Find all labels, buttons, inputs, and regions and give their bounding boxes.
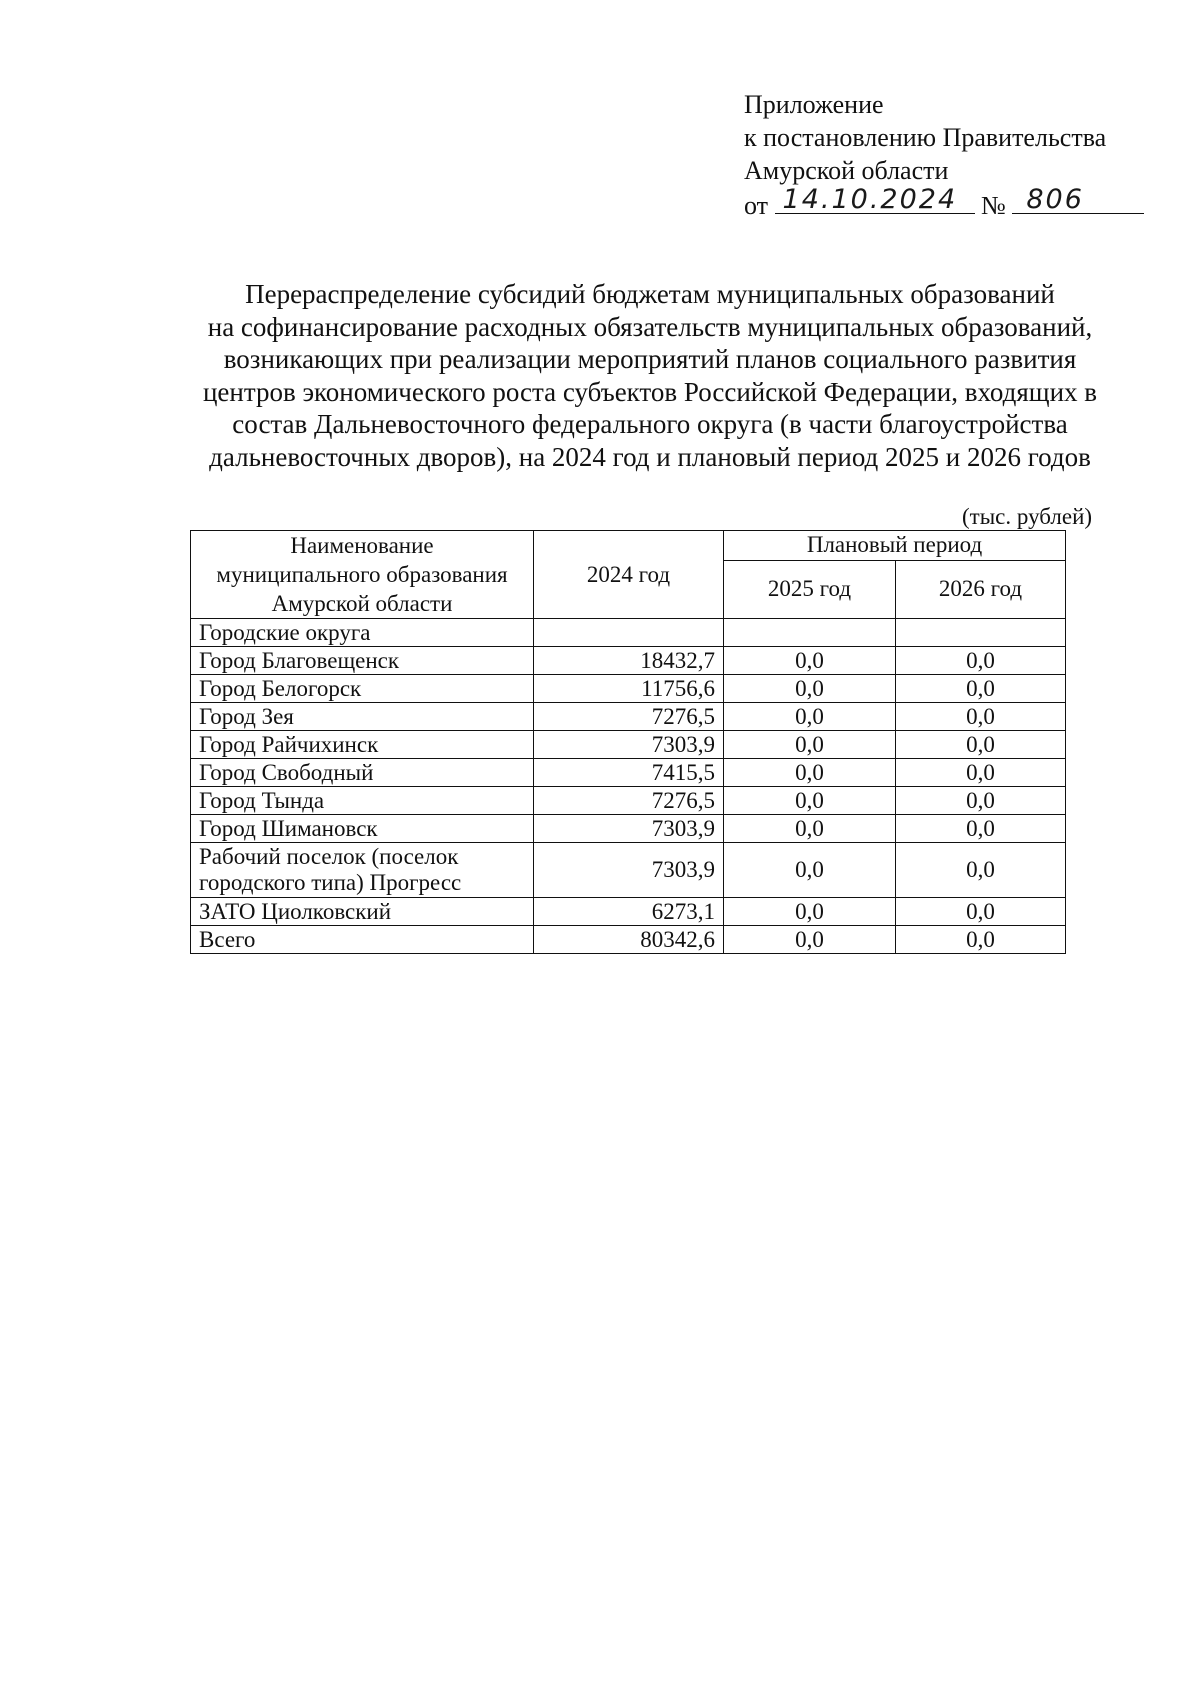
title-line-5: состав Дальневосточного федерального округа (в части благоустройства xyxy=(232,409,1068,439)
row-2024: 7303,9 xyxy=(534,815,724,843)
row-2024: 7303,9 xyxy=(534,731,724,759)
row-name-line-1: Рабочий поселок (поселок xyxy=(199,844,459,869)
row-2025: 0,0 xyxy=(724,675,896,703)
total-2025: 0,0 xyxy=(724,926,896,954)
title-line-2: на софинансирование расходных обязательств муниципальных образований, xyxy=(207,311,1093,342)
header-name-line-3: Амурской области xyxy=(271,591,453,616)
row-name: Город Тында xyxy=(191,787,534,815)
total-2026: 0,0 xyxy=(896,926,1066,954)
row-2025: 0,0 xyxy=(724,787,896,815)
row-2025: 0,0 xyxy=(724,843,896,898)
header-plan-period: Плановый период xyxy=(724,531,1066,561)
row-2026: 0,0 xyxy=(896,703,1066,731)
row-2025: 0,0 xyxy=(724,759,896,787)
table-row xyxy=(191,843,1066,898)
row-name: Город Райчихинск xyxy=(191,731,534,759)
appendix-line-3: Амурской области xyxy=(744,156,949,185)
row-2025: 0,0 xyxy=(724,898,896,926)
subsidy-table xyxy=(190,530,1066,954)
total-label: Всего xyxy=(191,926,534,954)
empty-cell xyxy=(534,619,724,647)
table-row xyxy=(191,787,1066,815)
row-2024: 7303,9 xyxy=(534,843,724,898)
table-row xyxy=(191,731,1066,759)
header-name xyxy=(191,531,534,619)
header-2026: 2026 год xyxy=(896,560,1066,618)
row-2026: 0,0 xyxy=(896,731,1066,759)
row-2025: 0,0 xyxy=(724,731,896,759)
appendix-block xyxy=(744,88,1144,222)
units-label: (тыс. рублей) xyxy=(962,504,1093,529)
number-field xyxy=(1012,184,1144,215)
row-name-line-2: городского типа) Прогресс xyxy=(199,870,462,895)
row-2026: 0,0 xyxy=(896,647,1066,675)
table-header-row xyxy=(191,531,1066,561)
row-name: Город Свободный xyxy=(191,759,534,787)
date-prefix: от xyxy=(744,191,769,220)
row-name: ЗАТО Циолковский xyxy=(191,898,534,926)
table-row xyxy=(191,815,1066,843)
table-row xyxy=(191,647,1066,675)
row-2024: 7276,5 xyxy=(534,787,724,815)
row-2025: 0,0 xyxy=(724,647,896,675)
row-2026: 0,0 xyxy=(896,787,1066,815)
row-2026: 0,0 xyxy=(896,759,1066,787)
document-title xyxy=(150,278,1150,473)
row-name: Город Благовещенск xyxy=(191,647,534,675)
total-2024: 80342,6 xyxy=(534,926,724,954)
appendix-line-2: к постановлению Правительства xyxy=(744,123,1107,152)
section-row xyxy=(191,619,1066,647)
section-label: Городские округа xyxy=(191,619,534,647)
total-row xyxy=(191,926,1066,954)
row-2026: 0,0 xyxy=(896,898,1066,926)
table-row xyxy=(191,759,1066,787)
row-name: Город Зея xyxy=(191,703,534,731)
table-row xyxy=(191,675,1066,703)
table-row xyxy=(191,898,1066,926)
title-line-4: центров экономического роста субъектов Российской Федерации, входящих в xyxy=(202,376,1098,407)
title-line-1: Перераспределение субсидий бюджетам муниципальных образований xyxy=(245,279,1055,309)
handwritten-number: 806 xyxy=(1026,184,1084,215)
title-line-3: возникающих при реализации мероприятий планов социального развития xyxy=(223,344,1077,374)
row-2026: 0,0 xyxy=(896,675,1066,703)
row-2026: 0,0 xyxy=(896,815,1066,843)
row-2024: 7415,5 xyxy=(534,759,724,787)
header-name-line-2: муниципального образования xyxy=(216,562,508,587)
header-2024: 2024 год xyxy=(534,531,724,619)
row-name: Город Белогорск xyxy=(191,675,534,703)
empty-cell xyxy=(896,619,1066,647)
table-row xyxy=(191,703,1066,731)
row-2024: 11756,6 xyxy=(534,675,724,703)
row-2024: 6273,1 xyxy=(534,898,724,926)
row-2024: 7276,5 xyxy=(534,703,724,731)
row-name xyxy=(191,843,534,898)
row-2025: 0,0 xyxy=(724,815,896,843)
appendix-date-line xyxy=(744,184,1144,222)
row-2026: 0,0 xyxy=(896,843,1066,898)
title-line-6: дальневосточных дворов), на 2024 год и плановый период 2025 и 2026 годов xyxy=(209,441,1091,472)
header-name-line-1: Наименование xyxy=(290,533,434,558)
row-name: Город Шимановск xyxy=(191,815,534,843)
handwritten-date: 14.10.2024 xyxy=(782,184,958,215)
row-2025: 0,0 xyxy=(724,703,896,731)
number-prefix: № xyxy=(981,191,1006,220)
row-2024: 18432,7 xyxy=(534,647,724,675)
appendix-line-1: Приложение xyxy=(744,90,884,119)
empty-cell xyxy=(724,619,896,647)
date-field xyxy=(775,184,975,215)
header-2025: 2025 год xyxy=(724,560,896,618)
